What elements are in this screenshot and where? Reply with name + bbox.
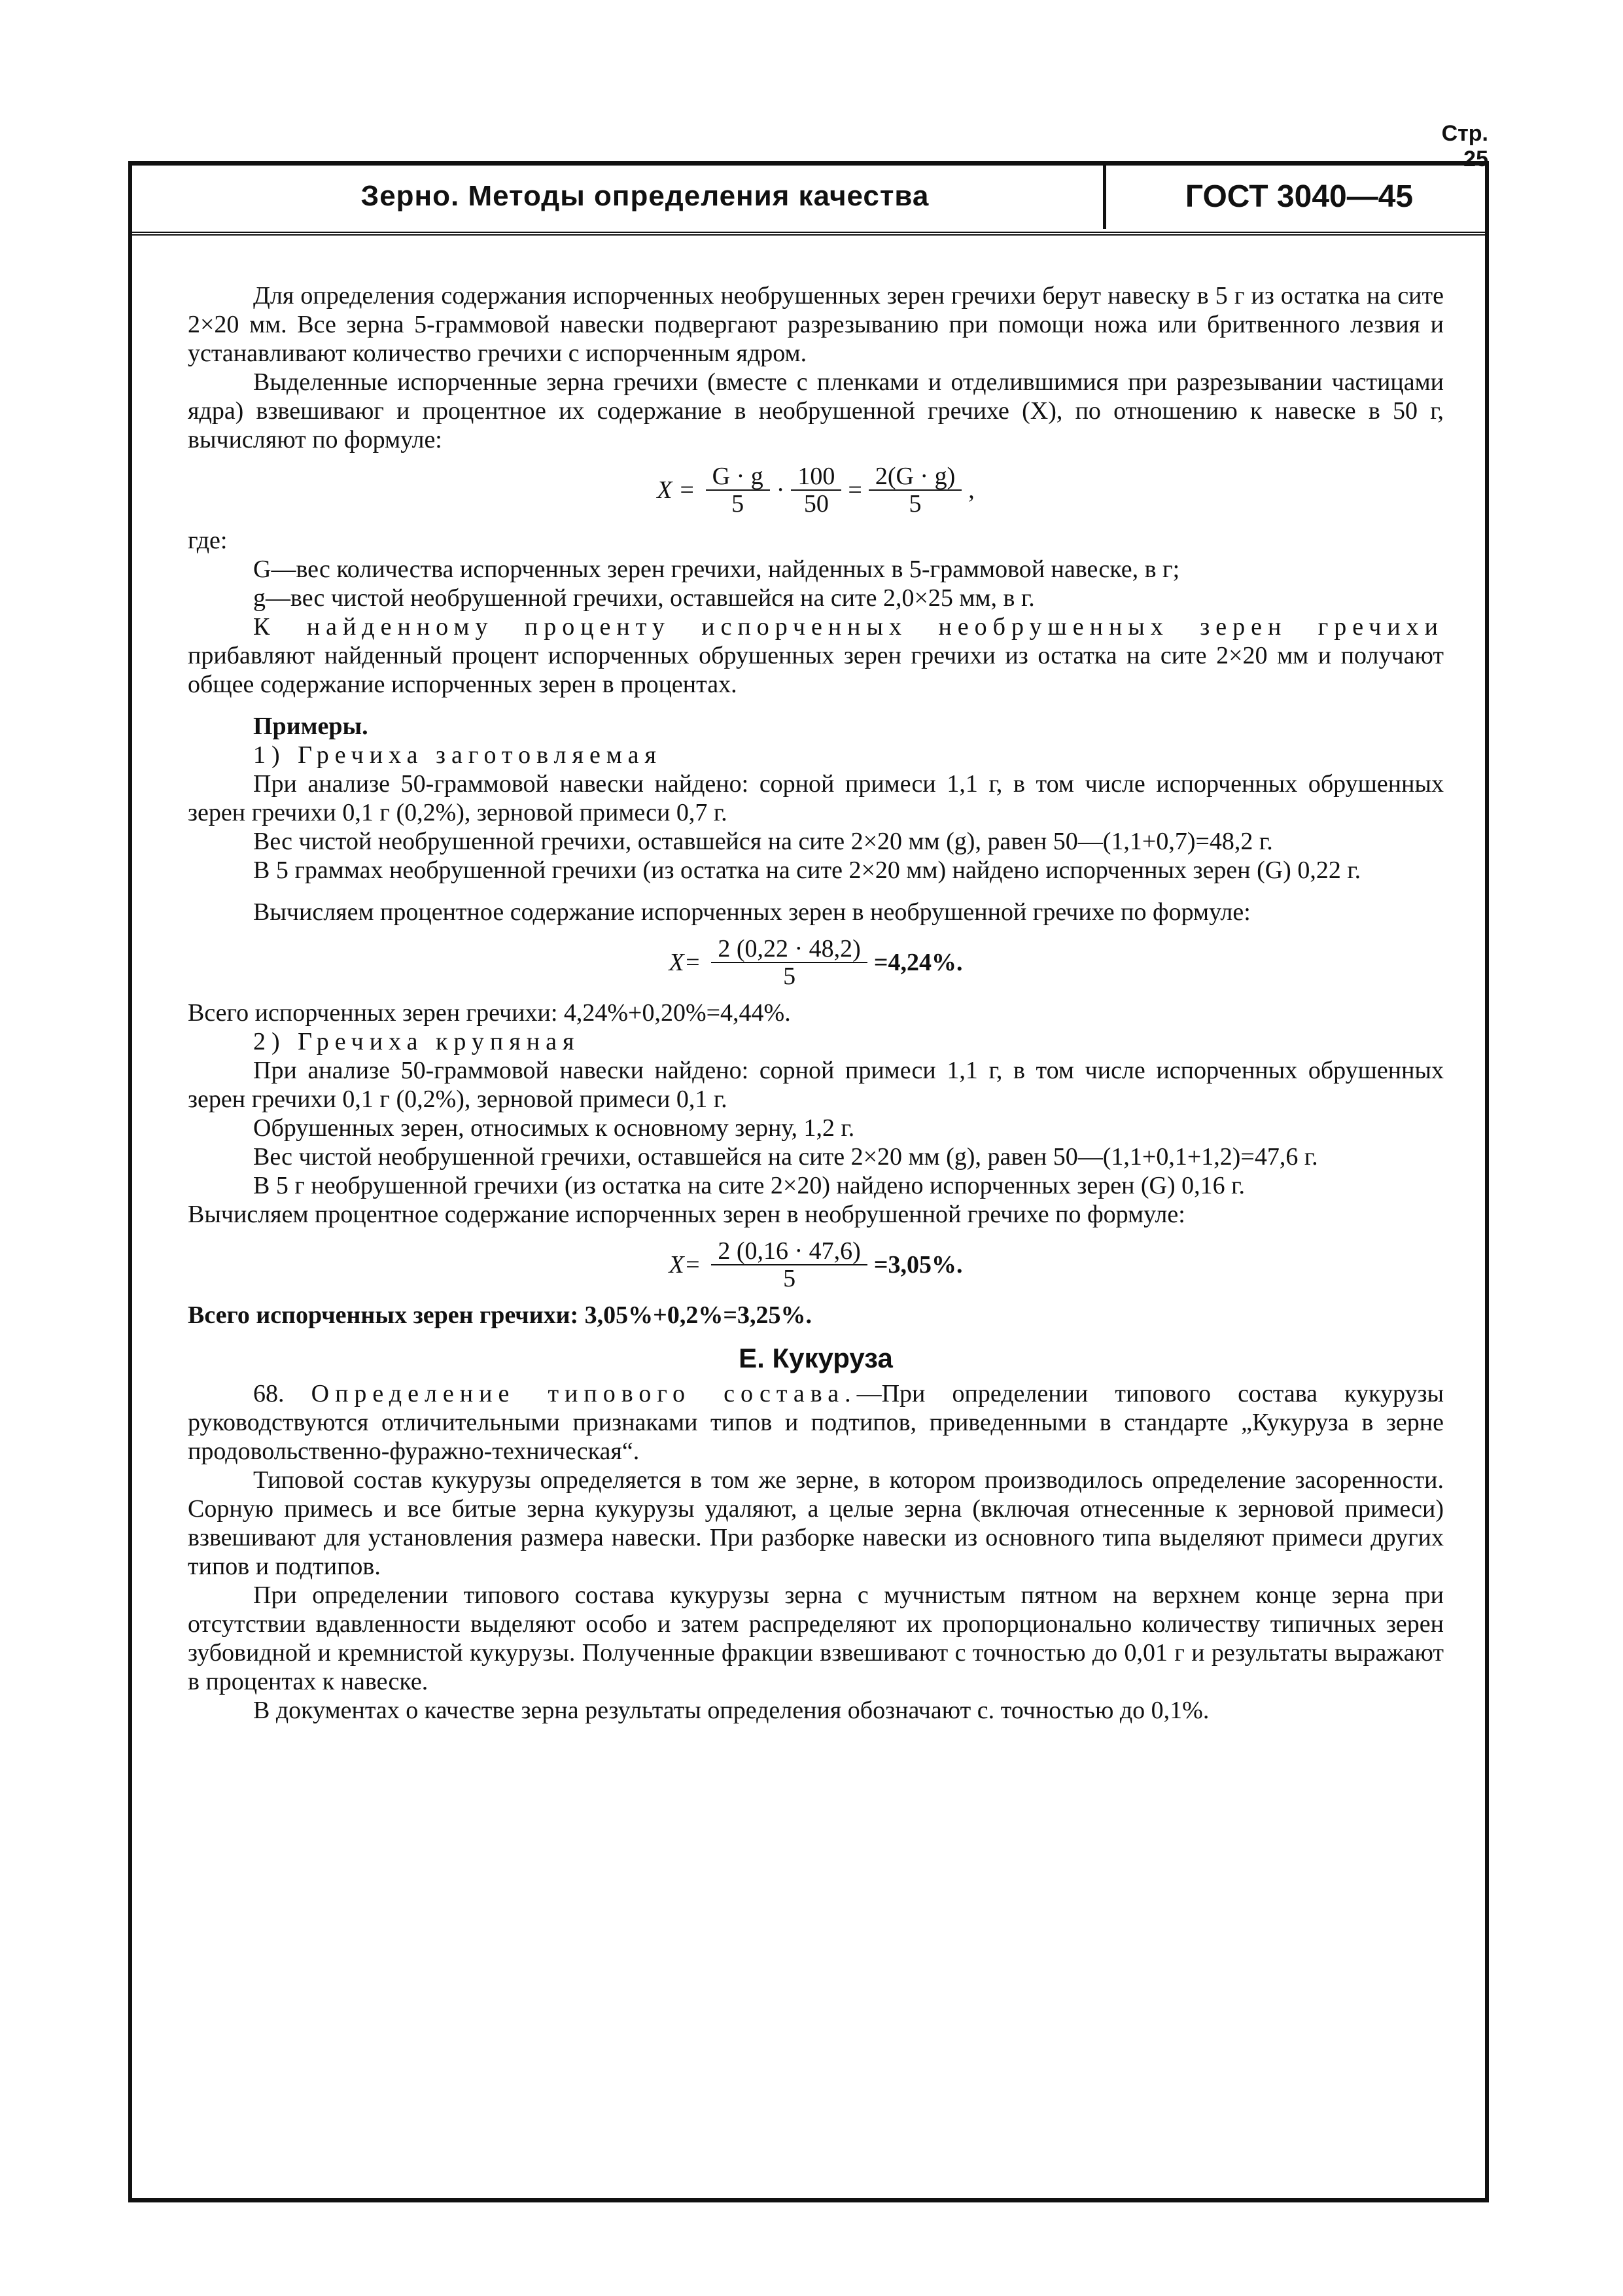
header-title: Зерно. Методы определения качества xyxy=(360,180,930,212)
formula-3 xyxy=(188,1238,1444,1292)
denominator: 5 xyxy=(909,490,922,518)
paragraph: При определении типового состава кукурузы зерна с мучнистым пятном на верхнем конце зерна при отсутствии вдавленности выделяют особо и затем распределяют их пропорционально количеству типичных зерен зубовидной и кремнистой кукурузы. Полученные фракции взвешивают с точностью до 0,01 г и результаты выражают в процентах к навеске. xyxy=(188,1581,1444,1695)
fraction xyxy=(711,936,867,989)
denominator: 5 xyxy=(783,963,796,990)
formula-result: =3,05%. xyxy=(873,1251,963,1279)
page-number: Стр. 25 xyxy=(1441,121,1488,171)
example-title: 2) Гречиха крупяная xyxy=(253,1028,580,1055)
paragraph: Типовой состав кукурузы определяется в том же зерне, в котором производилось определение засоренности. Сорную примесь и все битые зерна кукурузы удаляют, а целые зерна (включая отнесенные к зерновой примеси) взвешивают для установления размера навески. При разборке навески из основного типа выделяют примеси других типов и подтипов. xyxy=(188,1466,1444,1580)
formula-result: =4,24%. xyxy=(873,949,963,976)
fraction xyxy=(869,463,962,517)
formula-1 xyxy=(188,463,1444,517)
header-divider xyxy=(1103,164,1106,229)
paragraph: Обрушенных зерен, относимых к основному зерну, 1,2 г. xyxy=(253,1114,855,1142)
numerator: 2 (0,22 · 48,2) xyxy=(711,936,867,963)
numerator: 2 (0,16 · 47,6) xyxy=(711,1238,867,1265)
formula-lhs: X= xyxy=(669,1251,701,1279)
operator: = xyxy=(848,476,862,504)
formula-2 xyxy=(188,936,1444,989)
paragraph: Для определения содержания испорченных необрушенных зерен гречихи берут навеску в 5 г из остатка на сите 2×20 мм. Все зерна 5-граммовой навески подвергают разрезыванию при помощи ножа или бритвенного лезвия и устанавливают количество гречихи с испорченным ядром. xyxy=(188,282,1444,367)
formula-lhs: X = xyxy=(657,476,695,504)
paragraph: При анализе 50-граммовой навески найдено: сорной примеси 1,1 г, в том числе испорченных обрушенных зерен гречихи 0,1 г (0,2%), зерновой примеси 0,7 г. xyxy=(188,770,1444,826)
paragraph: Вес чистой необрушенной гречихи, оставшейся на сите 2×20 мм (g), равен 50—(1,1+0,1+1,2)=47,6 г. xyxy=(253,1143,1318,1171)
numerator: 2(G · g) xyxy=(869,463,962,491)
where-label: где: xyxy=(188,527,228,554)
numerator: 100 xyxy=(791,463,841,491)
clause-number: 68. xyxy=(253,1380,285,1407)
examples-heading: Примеры. xyxy=(253,713,368,740)
clause-title: Определение типового состава. xyxy=(311,1380,857,1407)
section-heading: Е. Кукуруза xyxy=(739,1343,893,1373)
definition-item: g—вес чистой необрушенной гречихи, оставшейся на сите 2,0×25 мм, в г. xyxy=(253,584,1035,612)
total-line: Всего испорченных зерен гречихи: 4,24%+0,20%=4,44%. xyxy=(188,999,791,1027)
total-line: Всего испорченных зерен гречихи: 3,05%+0,2%=3,25%. xyxy=(188,1301,812,1329)
spaced-text: К найденному проценту испорченных необрушенных зерен гречихи xyxy=(253,613,1444,641)
denominator: 50 xyxy=(803,490,829,518)
document-body xyxy=(188,281,1444,1725)
denominator: 5 xyxy=(783,1265,796,1292)
paragraph: В 5 граммах необрушенной гречихи (из остатка на сите 2×20 мм) найдено испорченных зерен (G) 0,22 г. xyxy=(253,857,1361,884)
denominator: 5 xyxy=(731,490,744,518)
paragraph: В 5 г необрушенной гречихи (из остатка на сите 2×20) найдено испорченных зерен (G) 0,16 г. xyxy=(253,1172,1245,1199)
paragraph: Выделенные испорченные зерна гречихи (вместе с пленками и отделившимися при разрезывании частицами ядра) взвешиваюг и процентное их содержание в необрушенной гречихе (X), по отношению к навеске в 50 г, вычисляют по формуле: xyxy=(188,368,1444,453)
paragraph xyxy=(188,612,1444,699)
fraction xyxy=(791,463,841,517)
operator: , xyxy=(968,476,975,504)
paragraph: В документах о качестве зерна результаты определения обозначают с. точностью до 0,1%. xyxy=(253,1697,1210,1724)
paragraph: Вычисляем процентное содержание испорченных зерен в необрушенной гречихе по формуле: xyxy=(188,1201,1185,1228)
paragraph xyxy=(188,1379,1444,1466)
definition-item: G—вес количества испорченных зерен гречихи, найденных в 5-граммовой навеске, в г; xyxy=(253,556,1180,583)
example-title: 1) Гречиха заготовляемая xyxy=(253,741,662,769)
formula-lhs: X= xyxy=(669,949,701,976)
operator: · xyxy=(776,476,785,504)
numerator: G · g xyxy=(706,463,770,491)
fraction xyxy=(711,1238,867,1292)
paragraph: Вычисляем процентное содержание испорченных зерен в необрушенной гречихе по формуле: xyxy=(253,898,1251,926)
paragraph-text: —При определении типового состава кукурузы руководствуются отличительными признаками типов и подтипов, приведенными в стандарте „Кукуруза в зерне продовольственно-фуражно-техническая“. xyxy=(188,1380,1444,1465)
document-header xyxy=(128,164,1489,236)
fraction xyxy=(706,463,770,517)
standard-code: ГОСТ 3040—45 xyxy=(1185,179,1414,214)
paragraph: При анализе 50-граммовой навески найдено: сорной примеси 1,1 г, в том числе испорченных обрушенных зерен гречихи 0,1 г (0,2%), зерновой примеси 0,1 г. xyxy=(188,1057,1444,1113)
paragraph: Вес чистой необрушенной гречихи, оставшейся на сите 2×20 мм (g), равен 50—(1,1+0,7)=48,2 г. xyxy=(253,828,1273,855)
paragraph-text: прибавляют найденный процент испорченных обрушенных зерен гречихи из остатка на сите 2×20 мм и получают общее содержание испорченных зерен в процентах. xyxy=(188,642,1444,698)
